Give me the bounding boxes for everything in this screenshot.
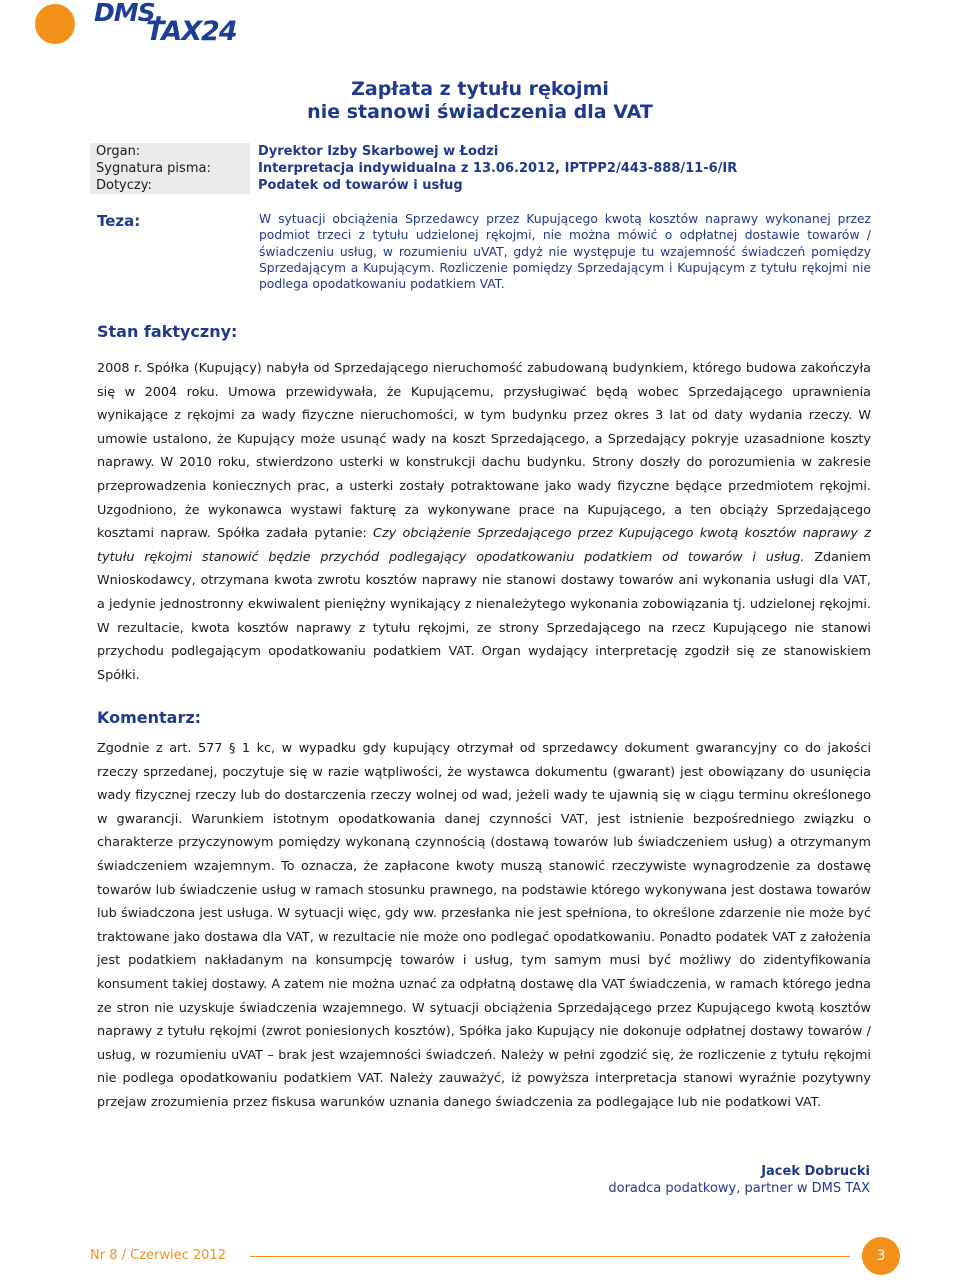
stan-faktyczny-heading: Stan faktyczny: xyxy=(97,322,238,341)
signature-name: Jacek Dobrucki xyxy=(761,1164,870,1179)
footer-divider xyxy=(250,1256,850,1257)
organ-label: Organ: xyxy=(90,143,250,160)
sygnatura-label: Sygnatura pisma: xyxy=(90,160,250,177)
stan-paragraph-part2: Zdaniem Wnioskodawcy, otrzymana kwota zwrotu kosztów naprawy nie stanowi dostawy towarów ani wykonania usługi dla VAT, a jedynie jednostronny ekwiwalent pieniężny wynikający z nienależytego wykonania zobowiązania tj. udzielonej rękojmi. W rezultacie, kwota kosztów naprawy z tytułu rękojmi, ze strony Sprzedającego na rzecz Kupującego nie stanowi przychodu podlegającym opodatkowaniu podatkiem VAT. Organ wydający interpretację zgodził się ze stanowiskiem Spółki. xyxy=(97,549,871,683)
sygnatura-value: Interpretacja indywidualna z 13.06.2012, IPTPP2/443-888/11-6/IR xyxy=(258,161,738,176)
komentarz-text: Zgodnie z art. 577 § 1 kc, w wypadku gdy kupujący otrzymał od sprzedawcy dokument gwarancyjny co do jakości rzeczy sprzedanej, poczytuje się w razie wątpliwości, że wystawca dokumentu (gwarant) jest obowiązany do usunięcia wady fizycznej rzeczy lub do dostarczenia rzeczy wolnej od wad, jeżeli wady te ujawnią się w ciągu terminu określonego w gwarancji. Warunkiem istotnym opodatkowania danej czynności VAT, jest istnienie bezpośredniego związku o charakterze przyczynowym pomiędzy wykonaną czynnością (dostawą towarów lub świadczeniem usług) a otrzymanym świadczeniem wzajemnym. To oznacza, że zapłacone kwoty muszą stanowić rzeczywiste wynagrodzenie za dostawę towarów lub świadczenie usług w ramach stosunku prawnego, na podstawie którego wykonywana jest dostawa towarów lub świadczona jest usługa. W sytuacji więc, gdy ww. przesłanka nie jest spełniona, to określone zdarzenie nie może być traktowane jako dostawa dla VAT, w rezultacie nie może ono podlegać opodatkowaniu. Ponadto podatek VAT z założenia jest podatkiem nakładanym na konsumpcję towarów i usług, tym samym musi być możliwy do zidentyfikowania konsument takiej dostawy. A zatem nie można uznać za odpłatną dostawę dla VAT świadczenia, w ramach którego jedna ze stron nie uzyskuje świadczenia wzajemnego. W sytuacji obciążenia Sprzedającego przez Kupującego kwotą kosztów naprawy z tytułu rękojmi (zwrot poniesionych kosztów), Spółka jako Kupujący nie dokonuje odpłatnej dostawy towarów / usług, w rozumieniu uVAT – brak jest wzajemności świadczeń. Należy w pełni zgodzić się, że rozliczenie z tytułu rękojmi nie podlega opodatkowaniu podatkiem VAT. Należy zauważyć, iż powyższa interpretacja stanowi wyraźnie pozytywny przejaw zrozumienia przez fiskusa warunków uznania danego świadczenia za podlegające lub nie podatkowi VAT. xyxy=(97,741,871,1110)
stan-question: Czy obciążenie Sprzedającego przez Kupującego kwotą kosztów naprawy z tytułu rękojmi stanowić będzie przychód podlegający opodatkowaniu podatkiem od towarów i usług. xyxy=(97,526,871,565)
komentarz-heading: Komentarz: xyxy=(97,708,202,727)
teza-label: Teza: xyxy=(97,212,141,230)
signature-role: doradca podatkowy, partner w DMS TAX xyxy=(608,1181,870,1196)
logo-circle xyxy=(35,4,75,44)
logo-line2: TAX24 xyxy=(146,16,237,47)
title-line1: Zapłata z tytułu rękojmi xyxy=(351,78,609,100)
dotyczy-label: Dotyczy: xyxy=(90,177,250,194)
teza-text: W sytuacji obciążenia Sprzedawcy przez Kupującego kwotą kosztów naprawy wykonanej przez podmiot trzeci z tytułu udzielonej rękojmi, nie można mówić o odpłatnej dostawie towarów / świadczeniu usług, w rozumieniu uVAT, gdyż nie występuje tu wzajemność świadczeń pomiędzy Sprzedającym a Kupującym. Rozliczenie pomiędzy Sprzedającym i Kupującym z tytułu rękojmi nie podlega opodatkowaniu podatkiem VAT. xyxy=(259,212,871,292)
logo-line1: DMS. xyxy=(94,0,164,27)
stan-paragraph-part1: 2008 r. Spółka (Kupujący) nabyła od Sprzedającego nieruchomość zabudowaną budynkiem, którego budowa zakończyła się w 2004 roku. Umowa przewidywała, że Kupującemu, przysługiwać będą wobec Sprzedającego uprawnienia wynikające z rękojmi za wady fizyczne nieruchomości, w tym budynku przez okres 3 lat od daty wydania rzeczy. W umowie ustalono, że Kupujący może usunąć wady na koszt Sprzedającego, a Sprzedający pokryje uzasadnione koszty naprawy. W 2010 roku, stwierdzono usterki w konstrukcji dachu budynku. Strony doszły do porozumienia w zakresie przeprowadzenia koniecznych prac, a usterki zostały potraktowane jako wady fizyczne będące przedmiotem rękojmi. Uzgodniono, że wykonawca wystawi fakturę za wykonywane prace na Kupującego, a ten obciąży Sprzedającego kosztami napraw. Spółka zadała pytanie: xyxy=(97,361,871,542)
footer-issue: Nr 8 / Czerwiec 2012 xyxy=(90,1248,232,1263)
stan-faktyczny-text xyxy=(97,357,871,687)
page-title xyxy=(0,78,960,124)
dotyczy-value: Podatek od towarów i usług xyxy=(258,178,463,193)
title-line2: nie stanowi świadczenia dla VAT xyxy=(307,101,653,123)
organ-value: Dyrektor Izby Skarbowej w Łodzi xyxy=(258,144,499,159)
page-number: 3 xyxy=(862,1237,900,1275)
signature xyxy=(608,1163,870,1197)
